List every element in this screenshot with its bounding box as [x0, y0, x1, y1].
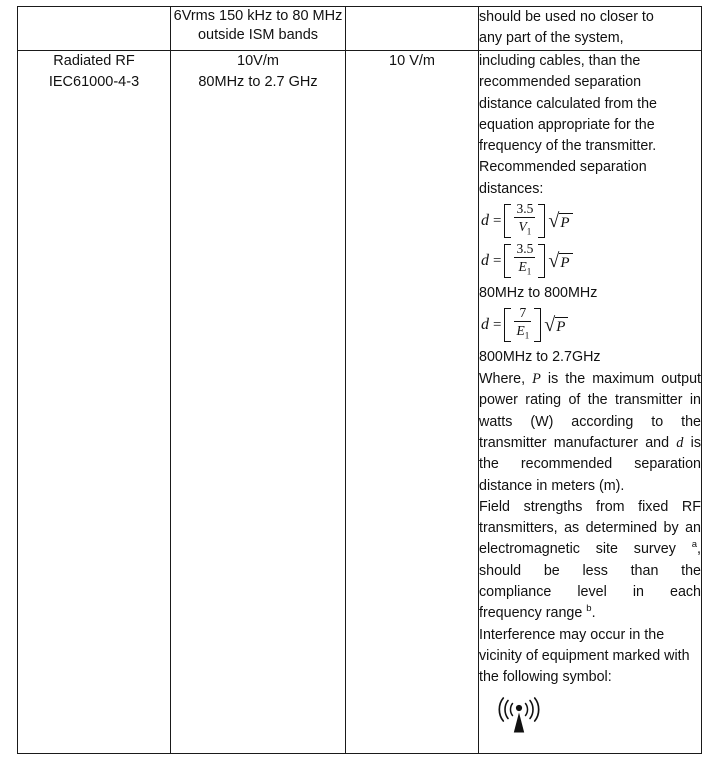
table-row-continued: [18, 7, 702, 51]
table-row-radiated-rf: [18, 51, 702, 754]
range-label-800mhz-27ghz: 800MHz to 2.7GHz: [479, 349, 601, 366]
equation-2-denominator-subscript: 1: [526, 266, 532, 277]
equation-2-radicand: P: [559, 253, 572, 271]
radical-sign-icon: √: [548, 249, 560, 272]
cell-compliance-level-radiated-rf: [346, 51, 479, 754]
equation-1-denominator-subscript: 1: [526, 226, 532, 237]
bracket-right: [538, 244, 545, 278]
equation-1-denominator-base: V: [518, 219, 527, 235]
bracket-left: [504, 204, 511, 238]
where-mid: is the maximum output power rating of the transmitter in watts (W) according to the transmitter manufacturer and: [479, 371, 701, 451]
equation-d-e1-7: [481, 306, 701, 344]
equation-d-e1-35: [481, 242, 701, 280]
equation-d-v1: [481, 202, 701, 240]
footnote-marker-a: a: [691, 539, 698, 551]
paragraph-field-strengths: [479, 497, 701, 625]
equation-3-denominator-base: E: [516, 323, 525, 339]
immunity-level-continued-text: 6Vrms 150 kHz to 80 MHz outside ISM bands: [173, 8, 343, 43]
guidance-line-3: including cables, than the: [479, 53, 641, 69]
cell-immunity-level-continued: [171, 7, 346, 51]
paragraph-interference: Interference may occur in the vicinity of equipment marked with the following symbol:: [479, 626, 690, 686]
cell-guidance-radiated-rf: [479, 51, 702, 754]
equation-1-bracket: [504, 201, 545, 238]
immunity-level-line-1: 10V/m: [237, 53, 279, 69]
equation-1-sqrt: [548, 209, 572, 232]
equation-2-bracket: [504, 241, 545, 278]
test-name-line-1: Radiated RF: [53, 53, 135, 69]
equation-2-numerator: 3.5: [516, 241, 534, 257]
cell-test-radiated-rf: [18, 51, 171, 754]
bracket-right: [534, 308, 541, 342]
guidance-continued-line-2: any part of the system,: [479, 30, 624, 47]
bracket-left: [504, 308, 511, 342]
radical-sign-icon: √: [544, 313, 556, 336]
equation-3-equals: =: [493, 316, 502, 333]
equation-1-denominator: [514, 218, 535, 240]
guidance-line-8: Recommended separation: [479, 159, 647, 176]
equation-3-radicand: P: [555, 317, 568, 335]
test-name-line-2: IEC61000-4-3: [48, 74, 140, 90]
rf-radiation-symbol-icon: [493, 693, 701, 740]
equation-1-lhs: d: [481, 212, 489, 230]
equation-3-numerator: 7: [514, 306, 531, 322]
equation-2-equals: =: [493, 252, 502, 269]
guidance-line-7: frequency of the transmitter.: [479, 138, 657, 155]
equation-1-radicand: P: [559, 213, 572, 231]
equation-3-bracket: [504, 305, 541, 342]
cell-guidance-continued: [479, 7, 702, 51]
guidance-continued-line-1: should be used no closer to: [479, 9, 654, 25]
cell-immunity-level-radiated-rf: [171, 51, 346, 754]
equation-2-fraction: [511, 241, 538, 278]
symbol-p: P: [532, 371, 541, 388]
bracket-left: [504, 244, 511, 278]
guidance-line-5: distance calculated from the: [479, 95, 658, 112]
immunity-level-line-2: 80MHz to 2.7 GHz: [198, 74, 318, 90]
paragraph-where-clause: [479, 369, 701, 497]
equation-3-denominator-subscript: 1: [524, 330, 530, 341]
equation-2-lhs: d: [481, 252, 489, 270]
equation-1-equals: =: [493, 212, 502, 229]
where-lead: Where,: [479, 371, 533, 388]
guidance-line-4: recommended separation: [479, 74, 642, 91]
where-tail: is the recommended separation distance in meters (m).: [479, 434, 701, 494]
equation-2-denominator: [514, 258, 535, 280]
bracket-right: [538, 204, 545, 238]
field-strengths-part2: , should be less than the compliance level in each frequency range: [479, 541, 701, 622]
field-strengths-part1: Field strengths from fixed RF transmitters, as determined by an electromagnetic site survey: [479, 498, 701, 558]
symbol-d: d: [676, 434, 684, 451]
equation-3-fraction: [511, 305, 534, 342]
range-label-80mhz-800mhz: 80MHz to 800MHz: [479, 285, 598, 302]
equation-3-sqrt: [544, 313, 568, 336]
radical-sign-icon: √: [548, 209, 560, 232]
equation-2-sqrt: [548, 249, 572, 272]
equation-3-lhs: d: [481, 316, 489, 334]
equation-1-numerator: 3.5: [516, 201, 534, 217]
equation-3-denominator: [514, 322, 531, 344]
guidance-line-9: distances:: [479, 180, 544, 197]
emc-guidance-table: [17, 6, 702, 754]
field-strengths-part3: .: [591, 605, 596, 622]
compliance-level-value: 10 V/m: [389, 53, 435, 69]
cell-compliance-level-continued: [346, 7, 479, 51]
footnote-marker-b: b: [586, 603, 592, 615]
cell-test-continued: [18, 7, 171, 51]
guidance-line-6: equation appropriate for the: [479, 116, 655, 133]
equation-2-denominator-base: E: [518, 259, 527, 275]
equation-1-fraction: [511, 201, 538, 238]
